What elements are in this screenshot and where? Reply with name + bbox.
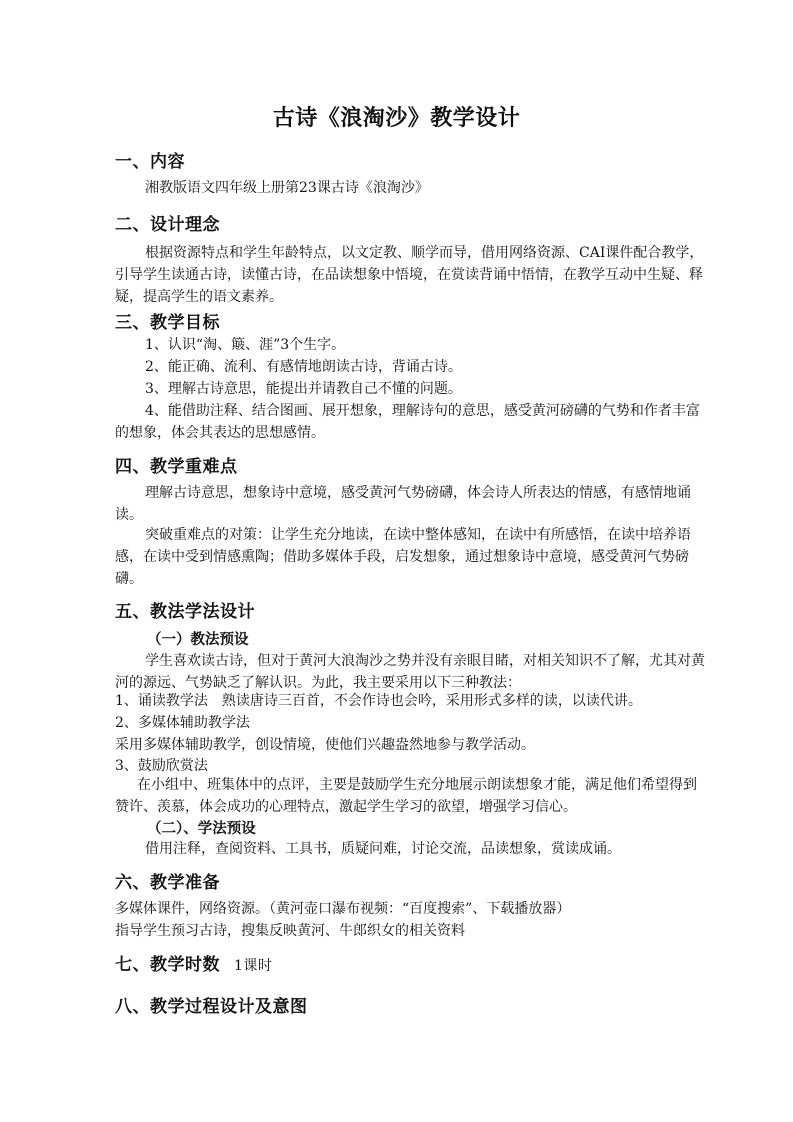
goal-item: 4、能借助注释、结合图画、展开想象，理解诗句的意思，感受黄河磅礴的气势和作者丰富的想象，体会其表达的思想感情。: [115, 403, 700, 441]
class-hours-value: 1课时: [234, 958, 273, 974]
section-1-text: 湘教版语文四年级上册第23课古诗《浪淘沙》: [145, 180, 429, 196]
goal-item: 2、能正确、流利、有感情地朗读古诗，背诵古诗。: [145, 359, 462, 375]
section-1-heading: 一、内容: [115, 152, 185, 172]
method-title: 3、鼓励欣赏法: [115, 758, 208, 774]
methods-intro: 学生喜欢读古诗，但对于黄河大浪淘沙之势并没有亲眼目睹，对相关知识不了解，尤其对黄河的源远、气势缺乏了解认识。为此，我主要采用以下三种教法：: [115, 653, 705, 691]
subsection-study-methods: （二）、学法预设: [147, 820, 256, 837]
section-6-heading: 六、教学准备: [115, 873, 220, 893]
section-4-paragraph: 理解古诗意思，想象诗中意境，感受黄河气势磅礴，体会诗人所表达的情感，有感情地诵读。: [115, 485, 691, 523]
section-8-heading: 八、教学过程设计及意图: [115, 997, 308, 1017]
goal-item: 1、认识“淘、簸、涯”3个生字。: [145, 337, 346, 353]
section-5-heading: 五、教法学法设计: [115, 602, 255, 622]
section-3-heading: 三、教学目标: [115, 313, 220, 333]
method-text: 采用多媒体辅助教学，创设情境，使他们兴趣盎然地参与教学活动。: [115, 737, 535, 753]
goal-item: 3、理解古诗意思，能提出并请教自己不懂的问题。: [145, 381, 462, 397]
subsection-teaching-methods: （一）教法预设: [147, 631, 249, 648]
method-title: 2、多媒体辅助教学法: [115, 715, 250, 731]
document-title: 古诗《浪淘沙》教学设计: [272, 105, 521, 131]
section-2-heading: 二、设计理念: [115, 215, 220, 235]
section-7-heading: [115, 950, 272, 975]
study-methods-text: 借用注释，查阅资料、工具书，质疑问难，讨论交流，品读想象，赏读成诵。: [145, 841, 621, 857]
section-7-heading-label: 七、教学时数: [115, 955, 220, 975]
section-2-text: 根据资源特点和学生年龄特点，以文定教、顺学而导，借用网络资源、CAI课件配合教学，引导学生读通古诗，读懂古诗，在品读想象中悟境，在赏读背诵中悟情，在教学互动中生疑、释疑，提高学生的语文素养。: [115, 245, 704, 305]
method-text: 在小组中、班集体中的点评，主要是鼓励学生充分地展示朗读想象才能，满足他们希望得到赞许、羡慕，体会成功的心理特点，激起学生学习的欲望，增强学习信心。: [115, 777, 697, 815]
preparation-line: 多媒体课件，网络资源。（黄河壶口瀑布视频：“百度搜索”、下载播放器）: [115, 901, 571, 917]
section-4-paragraph: 突破重难点的对策：让学生充分地读，在读中整体感知，在读中有所感悟，在读中培养语感，在读中受到情感熏陶；借助多媒体手段，启发想象，通过想象诗中意境，感受黄河气势磅礴。: [115, 527, 691, 587]
section-4-heading: 四、教学重难点: [115, 457, 238, 477]
preparation-line: 指导学生预习古诗，搜集反映黄河、牛郎织女的相关资料: [115, 923, 465, 939]
method-item: 1、诵读教学法 熟读唐诗三百首，不会作诗也会吟，采用形式多样的读，以读代讲。: [115, 693, 642, 709]
